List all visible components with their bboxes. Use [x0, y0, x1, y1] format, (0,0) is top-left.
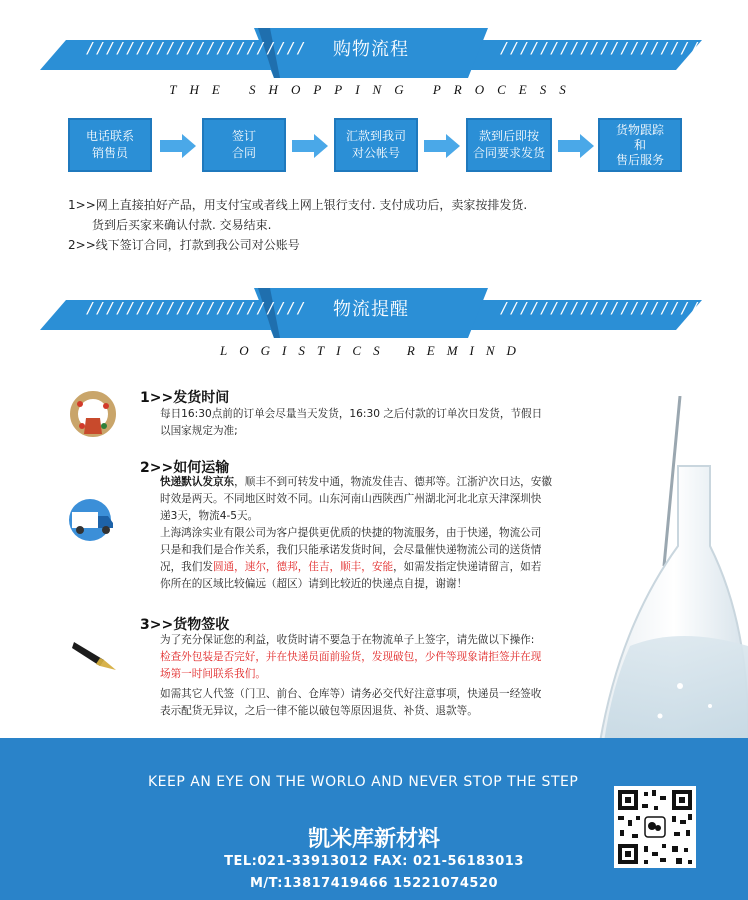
transport-line-3: 递3天，物流4-5天。 — [160, 510, 259, 522]
banner-slashes-right: ////////////////////// — [500, 299, 721, 317]
step-tracking: 货物跟踪 和 售后服务 — [598, 118, 682, 172]
step-remit: 汇款到我司 对公帐号 — [334, 118, 418, 172]
arrow-right-icon — [158, 133, 198, 159]
delivery-truck-icon — [66, 496, 118, 542]
arrow-right-icon — [556, 133, 596, 159]
transport-line-7: 你所在的区域比较偏远（超区）请到比较近的快递点自提，谢谢！ — [160, 578, 468, 590]
arrow-right-icon — [290, 133, 330, 159]
receipt-line-2: 如需其它人代签（门卫、前台、仓库等）请务必交代好注意事项，快递员一经签收 — [160, 688, 542, 700]
receipt-warning-line-2: 场第一时间联系我们。 — [160, 668, 266, 680]
arrow-right-icon — [422, 133, 462, 159]
transport-line-2: 时效是两天。不同地区时效不同。山东河南山西陕西广州湖北河北北京天津深圳快 — [160, 493, 542, 505]
transport-line-5: 只是和我们是合作关系，我们只能承诺发货时间，会尽量催快递物流公司的送货情 — [160, 544, 542, 556]
section-receipt-heading: 3>>货物签收 — [140, 617, 230, 633]
logistics-banner — [40, 286, 721, 338]
receipt-line-3: 表示配货无异议，之后一律不能以破包等原因退货、补货、退款等。 — [160, 705, 478, 717]
shopping-note-2: 2>>线下签订合同，打款到我公司对公账号 — [68, 238, 300, 252]
courier-list-red: 圆通，速尔，德邦，佳吉，顺丰，安能 — [212, 561, 394, 573]
receipt-line-1: 为了充分保证您的利益，收货时请不要急于在物流单子上签字，请先做以下操作: — [160, 634, 535, 646]
transport-line-4: 上海鸿涂实业有限公司为客户提供更优质的快捷的物流服务，由于快递，物流公司 — [160, 527, 542, 539]
qr-code[interactable] — [614, 786, 696, 868]
section-ship-time-heading: 1>>发货时间 — [140, 390, 230, 406]
logistics-title: 物流提醒 — [333, 299, 409, 320]
wreath-icon — [68, 390, 118, 438]
shopping-note-1b: 货到后买家来确认付款. 交易结束. — [92, 218, 272, 232]
transport-line-6-pre: 况，我们发 — [160, 561, 213, 573]
logistics-subtitle: LOGISTICS REMIND — [220, 343, 528, 358]
step-contact-sales: 电话联系 销售员 — [68, 118, 152, 172]
step-ship: 款到后即按 合同要求发货 — [466, 118, 552, 172]
banner-slashes-right: ////////////////////// — [500, 39, 721, 57]
flask-image — [560, 396, 748, 742]
footer-company: 凯米库新材料 — [307, 827, 440, 852]
footer-mobile: M/T:13817419466 15221074520 — [249, 876, 499, 891]
shopping-note-1: 1>>网上直接拍好产品，用支付宝或者线上网上银行支付. 支付成功后，卖家按排发货. — [68, 198, 528, 212]
step-sign-contract: 签订 合同 — [202, 118, 286, 172]
section-ship-time-line-1: 每日16:30点前的订单会尽量当天发货，16:30 之后付款的订单次日发货，节假日 — [160, 408, 543, 420]
section-ship-time-line-2: 以国家规定为准; — [160, 425, 238, 437]
footer-tel-fax: TEL:021-33913012 FAX: 021-56183013 — [224, 854, 524, 869]
section-transport-heading: 2>>如何运输 — [140, 460, 230, 476]
shopping-banner — [40, 26, 721, 78]
banner-slashes-left: ////////////////////// — [86, 299, 307, 317]
banner-slashes-left: ////////////////////// — [86, 39, 307, 57]
shopping-title: 购物流程 — [333, 39, 409, 60]
receipt-warning-line-1: 检查外包装是否完好，并在快递员面前验货，发现破包，少件等现象请拒签并在现 — [160, 651, 542, 663]
shopping-subtitle: THE SHOPPING PROCESS — [169, 82, 579, 97]
default-courier-text: 快递默认发京东 — [160, 476, 235, 488]
fountain-pen-icon — [70, 636, 120, 674]
transport-line-6-post: ，如需发指定快递请留言，如若 — [393, 561, 542, 573]
footer-tagline: KEEP AN EYE ON THE WORLO AND NEVER STOP THE STEP — [148, 774, 579, 790]
transport-line-1: ，顺丰不到可转发中通，物流发佳吉、德邦等。江浙沪次日达，安徽 — [234, 476, 552, 488]
